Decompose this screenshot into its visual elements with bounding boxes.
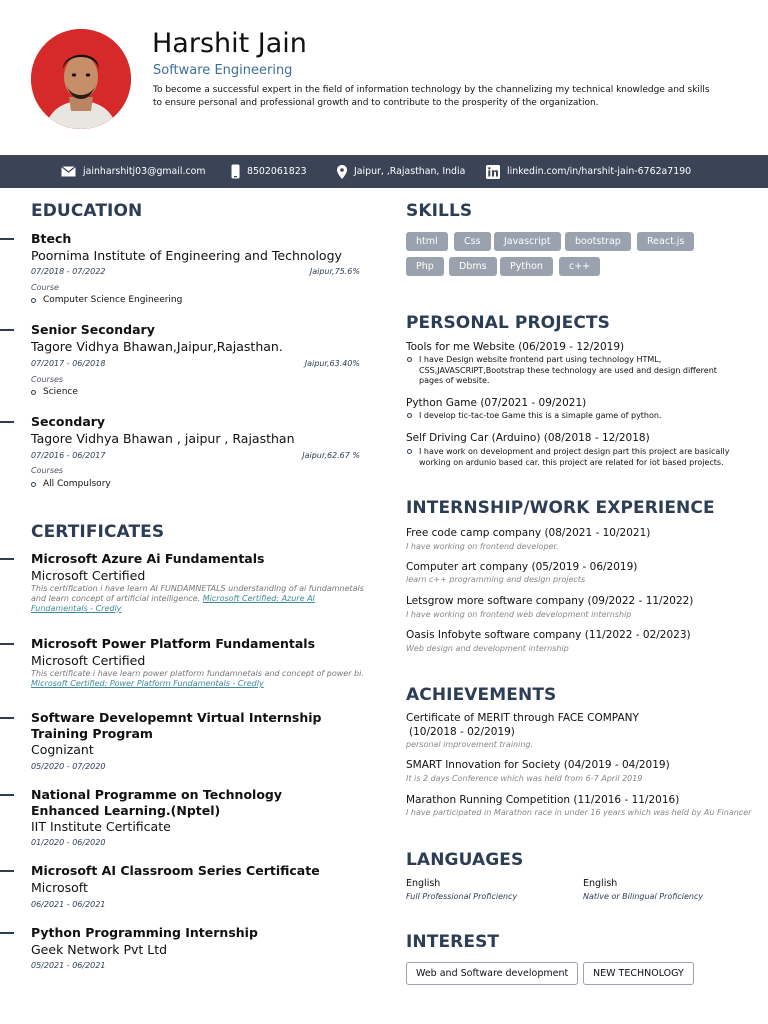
entry-marker [0, 870, 14, 872]
dates: 07/2016 - 06/2017 [31, 451, 106, 460]
certificate-issuer: Microsoft Certified [31, 653, 146, 668]
project-description: I have Design website frontend part using technology HTML, CSS,JAVASCRIPT,Bootstrap these technology are used and design different pages of website. [406, 355, 736, 387]
bullet-icon [31, 482, 36, 487]
entry-marker [0, 794, 14, 796]
skill-tag: Dbms [449, 257, 497, 276]
credly-link[interactable]: Microsoft Certified: Azure AI Fundamentals - Credly [31, 594, 315, 613]
candidate-name: Harshit Jain [152, 28, 307, 59]
contact-phone[interactable] [231, 155, 307, 188]
contact-linkedin[interactable] [486, 155, 691, 188]
skill-tag: c++ [559, 257, 600, 276]
entry-marker [0, 238, 14, 240]
entry-marker [0, 717, 14, 719]
experience-description: I have working on frontend web development internship [406, 610, 632, 619]
achievement-dates: (10/2018 - 02/2019) [409, 726, 515, 738]
school: Tagore Vidhya Bhawan,Jaipur,Rajasthan. [31, 339, 283, 354]
certificate-issuer: Microsoft [31, 880, 88, 895]
certificate-name: Software Developemnt Virtual Internship Training Program [31, 710, 322, 741]
language-name: English [583, 878, 618, 889]
dates: 07/2017 - 06/2018 [31, 359, 106, 368]
languages-heading: LANGUAGES [406, 850, 524, 870]
achievement-description: It is 2 days Conference which was held from 6-7 April 2019 [406, 774, 643, 783]
achievement-description: personal improvement training. [406, 740, 534, 749]
contact-location [337, 155, 465, 188]
interest-tag: Web and Software development [406, 962, 578, 985]
skill-tag: React.js [637, 232, 694, 251]
bullet-icon [407, 357, 412, 362]
experience-title: Free code camp company (08/2021 - 10/2021) [406, 527, 651, 539]
achievement-title: SMART Innovation for Society (04/2019 - 04/2019) [406, 759, 670, 771]
location-score: Jaipur,75.6% [309, 267, 360, 276]
certificate-description: This certificate i have learn power platform fundamnetals and concept of power bi. Microsoft Certified: Power Platform Fundamentals - Credly [31, 669, 364, 688]
degree: Btech [31, 231, 72, 246]
skill-tag: bootstrap [565, 232, 631, 251]
project-description: I develop tic-tac-toe Game this is a simaple game of python. [406, 411, 736, 422]
projects-heading: PERSONAL PROJECTS [406, 313, 610, 333]
entry-marker [0, 932, 14, 934]
experience-description: Web design and development internship [406, 644, 569, 653]
bullet-icon [407, 413, 412, 418]
degree: Secondary [31, 414, 106, 429]
experience-heading: INTERNSHIP/WORK EXPERIENCE [406, 498, 715, 518]
certificate-name: Python Programming Internship [31, 925, 258, 940]
location-score: Jaipur,63.40% [304, 359, 360, 368]
achievement-title: Marathon Running Competition (11/2016 - 11/2016) [406, 794, 680, 806]
project-title: Python Game (07/2021 - 09/2021) [406, 397, 587, 409]
phone-icon [231, 164, 240, 179]
education-heading: EDUCATION [31, 201, 143, 221]
certificate-name: National Programme on Technology Enhanced Learning.(Nptel) [31, 787, 283, 818]
entry-marker [0, 558, 14, 560]
certificate-name: Microsoft AI Classroom Series Certificate [31, 863, 320, 878]
certificate-name: Microsoft Azure Ai Fundamentals [31, 551, 265, 566]
bullet-icon [31, 298, 36, 303]
entry-marker [0, 421, 14, 423]
course-item: Science [31, 387, 78, 397]
skills-heading: SKILLS [406, 201, 473, 221]
certificate-issuer: Cognizant [31, 742, 94, 757]
achievements-heading: ACHIEVEMENTS [406, 685, 557, 705]
certificates-heading: CERTIFICATES [31, 522, 165, 542]
experience-description: learn c++ programming and design projects [406, 575, 586, 584]
candidate-role: Software Engineering [153, 63, 293, 78]
project-title: Tools for me Website (06/2019 - 12/2019) [406, 341, 625, 353]
bullet-icon [407, 449, 412, 454]
language-level: Native or Bilingual Proficiency [583, 892, 704, 901]
skill-tag: Css [454, 232, 491, 251]
person-photo-icon [31, 29, 131, 129]
language-level: Full Professional Proficiency [406, 892, 518, 901]
courses-label: Courses [31, 466, 64, 475]
linkedin-icon [486, 165, 500, 179]
skill-tag: Javascript [494, 232, 561, 251]
entry-marker [0, 329, 14, 331]
dates: 06/2021 - 06/2021 [31, 900, 106, 909]
experience-title: Letsgrow more software company (09/2022 - 11/2022) [406, 595, 694, 607]
dates: 07/2018 - 07/2022 [31, 267, 106, 276]
experience-title: Computer art company (05/2019 - 06/2019) [406, 561, 638, 573]
contact-bar [0, 155, 768, 188]
credly-link[interactable]: Microsoft Certified: Power Platform Fundamentals - Credly [31, 679, 264, 688]
project-description: I have work on development and project design part this project are basically working on ardunio based car. this project are related for iot based projects. [406, 447, 736, 468]
certificate-issuer: IIT Institute Certificate [31, 819, 171, 834]
entry-marker [0, 643, 14, 645]
email-text: jainharshitj03@gmail.com [83, 166, 206, 177]
achievement-title: Certificate of MERIT through FACE COMPANY [406, 712, 639, 724]
experience-description: I have working on frontend developer. [406, 542, 559, 551]
experience-title: Oasis Infobyte software company (11/2022 - 02/2023) [406, 629, 691, 641]
interest-tag: NEW TECHNOLOGY [583, 962, 694, 985]
location-pin-icon [337, 165, 347, 179]
dates: 01/2020 - 06/2020 [31, 838, 106, 847]
certificate-issuer: Geek Network Pvt Ltd [31, 942, 168, 957]
project-title: Self Driving Car (Arduino) (08/2018 - 12/2018) [406, 432, 650, 444]
certificate-issuer: Microsoft Certified [31, 568, 146, 583]
language-name: English [406, 878, 441, 889]
school: Tagore Vidhya Bhawan , jaipur , Rajasthan [31, 431, 295, 446]
location-score: Jaipur,62.67 % [302, 451, 360, 460]
summary-text: To become a successful expert in the field of information technology by the channelizing my technical knowledge and skills to ensure personal and professional growth and to contribute to the prosperity of the organization. [153, 85, 710, 108]
phone-text: 8502061823 [247, 166, 307, 177]
dates: 05/2021 - 06/2021 [31, 961, 106, 970]
bullet-icon [31, 390, 36, 395]
courses-label: Course [31, 283, 59, 292]
contact-email[interactable] [61, 155, 206, 188]
profile-photo [31, 29, 131, 129]
achievement-description: I have participated in Marathon race in under 16 years which was held by Au Financer [406, 808, 752, 817]
skill-tag: Python [500, 257, 553, 276]
school: Poornima Institute of Engineering and Technology [31, 248, 342, 263]
mail-icon [61, 166, 76, 177]
degree: Senior Secondary [31, 322, 155, 337]
course-item: All Compulsory [31, 479, 111, 489]
certificate-name: Microsoft Power Platform Fundamentals [31, 636, 316, 651]
interest-heading: INTEREST [406, 932, 500, 952]
certificate-description: This certification i have learn AI FUNDAMNETALS understanding of ai fundamnetals and learn concept of artificial intelligence. Microsoft Certified: Azure AI Fundamentals - Credly [31, 584, 364, 613]
dates: 05/2020 - 07/2020 [31, 762, 106, 771]
linkedin-text: linkedin.com/in/harshit-jain-6762a7190 [507, 166, 692, 177]
courses-label: Courses [31, 375, 64, 384]
skill-tag: Php [406, 257, 444, 276]
course-item: Computer Science Engineering [31, 295, 182, 305]
skill-tag: html [406, 232, 448, 251]
location-text: Jaipur, ,Rajasthan, India [354, 166, 466, 177]
